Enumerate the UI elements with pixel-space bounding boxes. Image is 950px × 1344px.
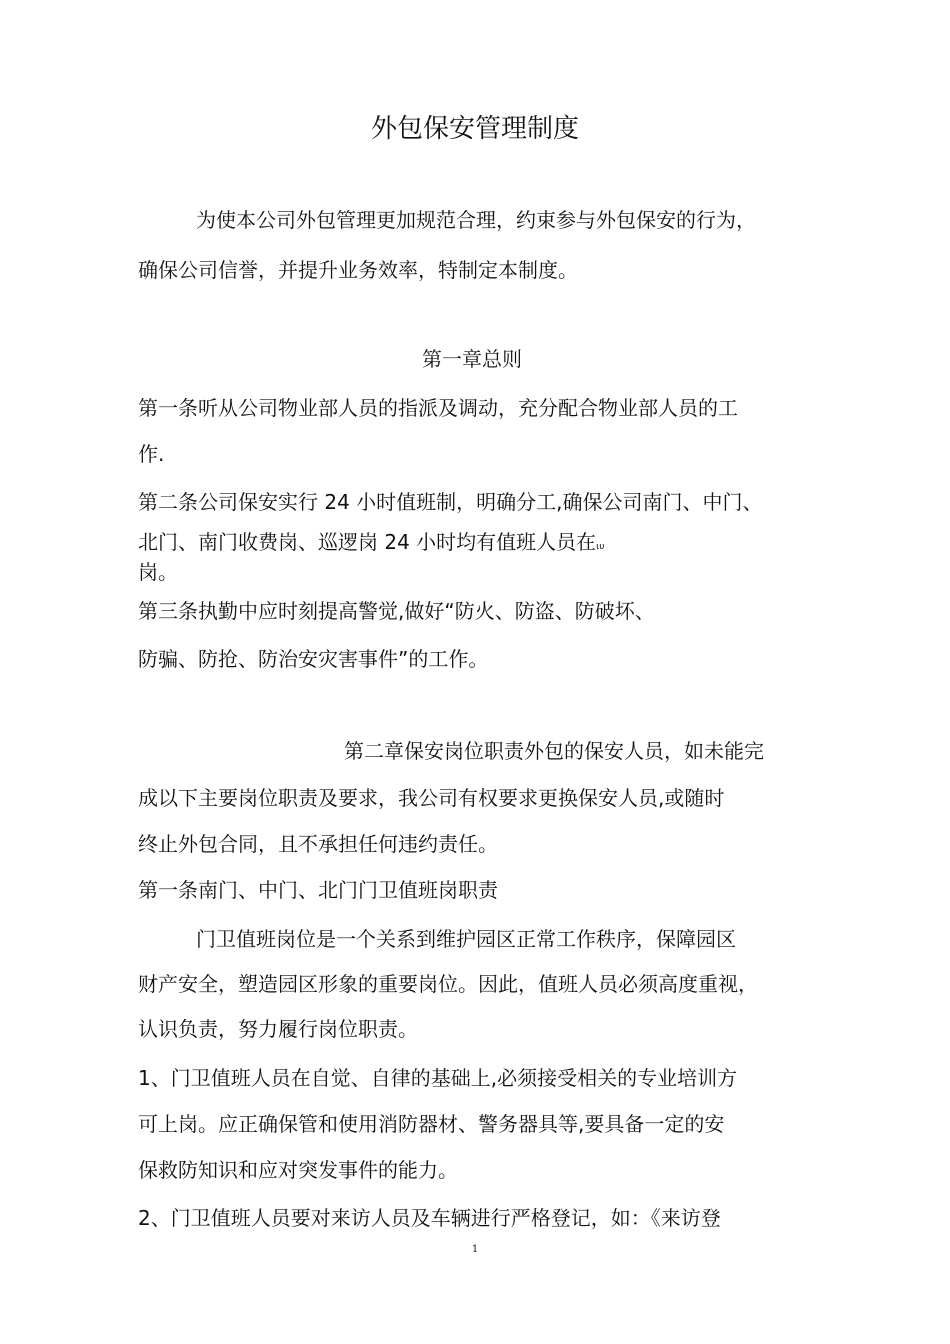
chapter-1-article-2-line-2-text: 北门、南门收费岗、巡逻岗 24 小时均有值班人员在 [138,530,597,554]
chapter-2-item-2-line-1: 2、门卫值班人员要对来访人员及车辆进行严格登记，如：《来访登 [138,1206,721,1230]
chapter-1-article-2-line-1: 第二条公司保安实行 24 小时值班制，明确分工,确保公司南门、中门、 [138,490,763,514]
stray-mark: ιυ [596,542,605,552]
intro-line-1: 为使本公司外包管理更加规范合理，约束参与外包保安的行为， [196,208,756,232]
chapter-2-heading-line: 第二章保安岗位职责外包的保安人员，如未能完 [344,739,764,763]
chapter-1-article-1-line-1: 第一条听从公司物业部人员的指派及调动，充分配合物业部人员的工 [138,396,738,420]
chapter-1-article-3-line-2: 防骗、防抢、防治安灾害事件”的工作。 [138,647,489,671]
document-title: 外包保安管理制度 [370,114,579,144]
chapter-1-article-2-line-3: 岗。 [138,560,178,584]
chapter-1-heading: 第一章总则 [422,347,522,371]
intro-line-2: 确保公司信誉，并提升业务效率，特制定本制度。 [138,258,578,282]
chapter-1-article-3-line-1: 第三条执勤中应时刻提高警觉,做好“防火、防盗、防破坏、 [138,599,655,623]
chapter-2-paragraph-1-line-2: 财产安全，塑造园区形象的重要岗位。因此，值班人员必须高度重视， [138,972,758,996]
chapter-2-item-1-line-1: 1、门卫值班人员在自觉、自律的基础上,必须接受相关的专业培训方 [138,1066,738,1090]
chapter-2-line-2: 成以下主要岗位职责及要求，我公司有权要求更换保安人员,或随时 [138,786,725,810]
chapter-2-paragraph-1-line-1: 门卫值班岗位是一个关系到维护园区正常工作秩序，保障园区 [196,927,736,951]
chapter-1-article-1-line-2: 作. [138,442,165,466]
page-number: 1 [471,1244,479,1255]
chapter-2-article-1-heading: 第一条南门、中门、北门门卫值班岗职责 [138,878,498,902]
chapter-2-item-1-line-3: 保救防知识和应对突发事件的能力。 [138,1158,458,1182]
chapter-1-article-2-line-2 [138,528,604,561]
chapter-2-paragraph-1-line-3: 认识负责，努力履行岗位职责。 [138,1017,418,1041]
chapter-2-item-1-line-2: 可上岗。应正确保管和使用消防器材、警务器具等,要具备一定的安 [138,1112,725,1136]
chapter-2-line-3: 终止外包合同，且不承担任何违约责任。 [138,832,498,856]
